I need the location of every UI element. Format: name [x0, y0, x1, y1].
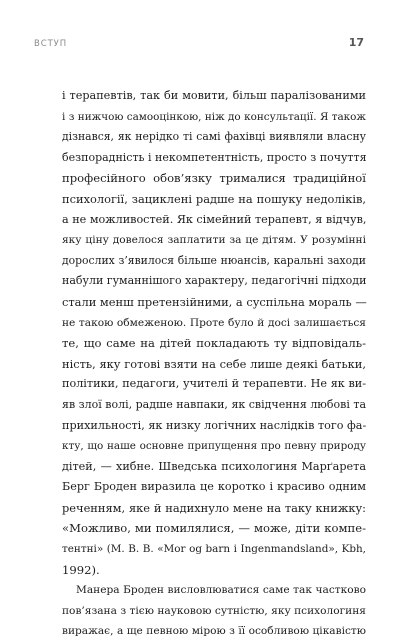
running-head: ВСТУП — [34, 39, 68, 49]
text-line: дітей, — хибне. Шведська психологиня Марґарета — [62, 459, 366, 473]
text-line: 1992). — [62, 562, 100, 577]
text-line: яв злої волі, радше навпаки, як свідчення любові та — [62, 397, 366, 411]
text-line: тентні» (M. B. B. «Mor og barn i Ingenmandsland», Kbh, — [62, 543, 366, 556]
text-line: професійного обов’язку трималися традиційної — [62, 171, 366, 186]
text-line: і терапевтів, так би мовити, більш паралізованими — [62, 89, 366, 102]
text-line: психології, зациклені радше на пошуку недоліків, — [62, 191, 366, 206]
text-line: прихильності, як низку логічних наслідків того фа- — [62, 418, 367, 432]
text-line: те, що саме на дітей покладають ту відповідаль- — [62, 336, 366, 351]
text-line: реченням, яке й надихнуло мене на таку книжку: — [62, 500, 366, 515]
text-line: ність, яку готові взяти на себе лише деякі батьки, — [62, 356, 366, 371]
text-line: політики, педагоги, учителі й терапевти. Не як ви- — [62, 377, 366, 391]
text-line: не такою обмеженою. Проте було й досі залишається — [62, 316, 366, 329]
text-line: а не можливостей. Як сімейний терапевт, я відчув, — [62, 212, 367, 226]
text-line: Манера Броден висловлюватися саме так частково — [76, 584, 366, 597]
text-line: яку ціну довелося заплатити за це дітям. У розумінні — [62, 234, 366, 247]
text-line: і з нижчою самооцінкою, ніж до консультації. Я також — [62, 110, 366, 123]
text-line: виражає, а ще певною мірою з її особливою цікавістю — [62, 625, 366, 638]
text-line: набули гуманнішого характеру, педагогічні підходи — [62, 274, 367, 288]
text-line: пов’язана з тією науковою сутністю, яку психологиня — [62, 604, 366, 617]
text-line: стали менш претензійними, а суспільна мораль — — [62, 294, 367, 309]
paragraph-2 — [62, 580, 366, 642]
page-number: 17 — [348, 36, 364, 49]
text-line: Берг Броден виразила це коротко і красиво одним — [62, 480, 366, 494]
text-line: дорослих з’явилося більше нюансів, каральні заходи — [62, 253, 366, 267]
body-text — [62, 86, 366, 642]
text-line: «Можливо, ми помилялися, — може, діти компе- — [62, 521, 366, 536]
text-line: безпорадність і некомпетентність, просто з почуття — [62, 150, 367, 164]
paragraph-1 — [62, 86, 366, 580]
text-line: кту, що наше основне припущення про певну природу — [62, 440, 366, 453]
text-line: дізнався, як нерідко ті самі фахівці виявляли власну — [62, 130, 366, 144]
